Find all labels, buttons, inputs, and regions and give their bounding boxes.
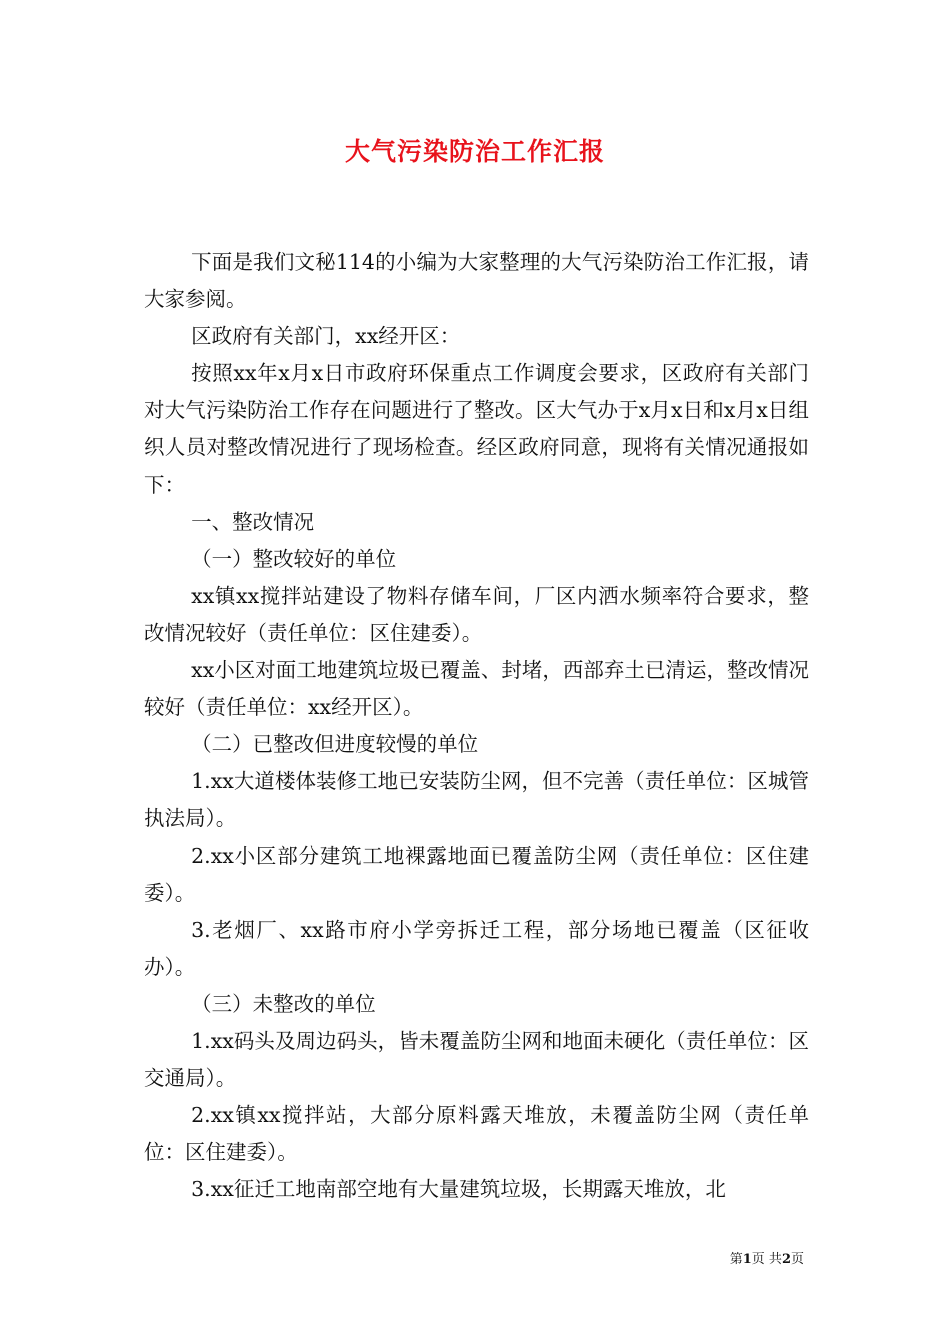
paragraph-item: 1.xx大道楼体装修工地已安装防尘网，但不完善（责任单位：区城管执法局）。 bbox=[144, 769, 809, 831]
subsection-heading-slow: （二）已整改但进度较慢的单位 bbox=[191, 732, 479, 757]
footer-middle: 页 共 bbox=[751, 1252, 782, 1267]
paragraph-item: 1.xx码头及周边码头，皆未覆盖防尘网和地面未硬化（责任单位：区交通局）。 bbox=[144, 1028, 809, 1091]
footer-prefix: 第 bbox=[729, 1252, 743, 1267]
section-heading: 一、整改情况 bbox=[191, 509, 315, 534]
paragraph-intro: 下面是我们文秘114的小编为大家整理的大气污染防治工作汇报，请大家参阅。 bbox=[144, 250, 809, 312]
subsection-heading-good: （一）整改较好的单位 bbox=[191, 546, 397, 571]
paragraph-item: 2.xx小区部分建筑工地裸露地面已覆盖防尘网（责任单位：区住建委）。 bbox=[144, 843, 809, 905]
footer-suffix: 页 bbox=[790, 1252, 804, 1267]
document-body bbox=[144, 244, 809, 1208]
paragraph-item: 3.老烟厂、xx路市府小学旁拆迁工程，部分场地已覆盖（区征收办）。 bbox=[144, 917, 809, 979]
page-number-footer bbox=[730, 1248, 804, 1267]
paragraph-background: 按照xx年x月x日市政府环保重点工作调度会要求，区政府有关部门对大气污染防治工作存在问题进行了整改。区大气办于x月x日和x月x日组织人员对整改情况进行了现场检查。经区政府同意，现将有关情况通报如下： bbox=[144, 361, 809, 497]
document-title: 大气污染防治工作汇报 bbox=[344, 137, 605, 166]
paragraph-salutation: 区政府有关部门，xx经开区： bbox=[191, 324, 461, 349]
paragraph-item: xx小区对面工地建筑垃圾已覆盖、封堵，西部弃土已清运，整改情况较好（责任单位：xx经开区）。 bbox=[144, 658, 809, 720]
subsection-heading-none: （三）未整改的单位 bbox=[191, 991, 376, 1016]
paragraph-item: 3.xx征迁工地南部空地有大量建筑垃圾，长期露天堆放，北 bbox=[191, 1177, 726, 1202]
footer-total-pages: 2 bbox=[781, 1252, 791, 1267]
paragraph-item: xx镇xx搅拌站建设了物料存储车间，厂区内洒水频率符合要求，整改情况较好（责任单位：区住建委）。 bbox=[144, 583, 809, 645]
footer-current-page: 1 bbox=[742, 1252, 752, 1267]
paragraph-item: 2.xx镇xx搅拌站，大部分原料露天堆放，未覆盖防尘网（责任单位：区住建委）。 bbox=[144, 1103, 809, 1165]
